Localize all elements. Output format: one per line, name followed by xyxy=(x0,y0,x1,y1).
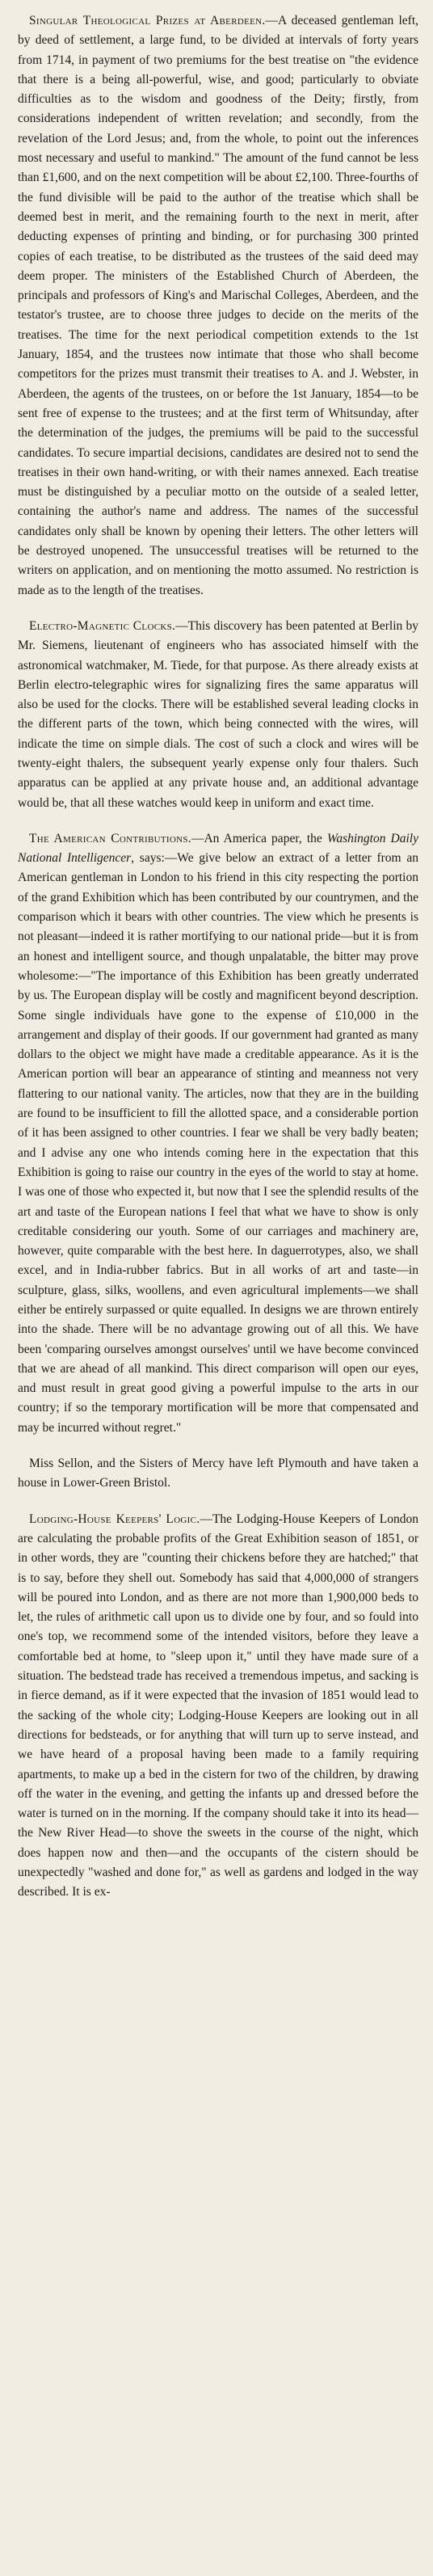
article-paragraph xyxy=(18,1510,418,1903)
article-lead: —An America paper, the xyxy=(191,831,327,845)
article-heading: Lodging-House Keepers' Logic. xyxy=(29,1511,200,1526)
article-theological-prizes xyxy=(18,11,418,601)
article-paragraph xyxy=(18,829,418,1438)
article-sisters-of-mercy xyxy=(18,1454,418,1494)
article-paragraph xyxy=(18,617,418,813)
article-body: —This discovery has been patented at Berlin by Mr. Siemens, lieutenant of engineers who has associated himself with the astronomical watchmaker, M. Tiede, for that purpose. As there already exists at Berlin electro-telegraphic wires for signalizing fires the same apparatus will also be used for the clocks. There will be established several leading clocks in the different parts of the town, which being connected with the wires, will indicate the time on simple dials. The cost of such a clock and wires will be twenty-eight thalers, the subsequent yearly expense only four thalers. Such apparatus can be applied at any private house and, an additional advantage would be, that all these watches would keep in uniform and exact time. xyxy=(18,618,418,810)
article-body: —The Lodging-House Keepers of London are calculating the probable profits of the Great Exhibition season of 1851, or in other words, they are "counting their chickens before they are hatched;" that is to say, before they shell out. Somebody has said that 4,000,000 of strangers will be poured into London, and as there are not more than 1,900,000 beds to let, the rules of arithmetic call upon us to divide one by four, and so fould into one's top, we recommend some of the intended visitors, before they leave a comfortable bed at home, to "sleep upon it," until they have made sure of a situation. The bedstead trade has received a tremendous impetus, and sacking is in fierce demand, as if it were expected that the invasion of 1851 would lead to the sacking of the whole city; Lodging-House Keepers are looking out in all directions for bedsteads, or for anything that will turn up to serve instead, and we have heard of a proposal having been made to a family requiring apartments, to make up a bed in the cistern for two of the children, by drawing off the water in the evening, and getting the infants up and dressed before the water is turned on in the morning. If the company should take it into its head—the New River Head—to shove the sweets in the course of the night, which does happen now and then—and the occupants of the cistern should be unexpectedly "washed and done for," as well as gardens and lodged in the way described. It is ex- xyxy=(18,1511,418,1899)
article-paragraph xyxy=(18,1454,418,1494)
article-lodging-house-keepers xyxy=(18,1510,418,1903)
article-paragraph xyxy=(18,11,418,601)
article-heading: Electro-Magnetic Clocks. xyxy=(29,618,176,633)
article-electro-magnetic-clocks xyxy=(18,617,418,813)
article-body: —A deceased gentleman left, by deed of settlement, a large fund, to be divided at intervals of forty years from 1714, in payment of two premiums for the best treatise on "the evidence that there is a being all-powerful, wise, and good; particularly to obviate difficulties as to the wisdom and goodness of the Deity; firstly, from considerations independent of written revelation; and secondly, from the revelation of the Lord Jesus; and, from the whole, to point out the inferences most necessary and useful to mankind." The amount of the fund cannot be less than £1,600, and on the next competition will be about £2,100. Three-fourths of the fund divisible will be paid to the author of the treatise which shall be deemed best in merit, and the remaining fourth to the next in merit, after deducting expenses of printing and binding, or for purchasing 300 printed copies of each treatise, to be distributed as the trustees of the said deed may deem proper. The ministers of the Established Church of Aberdeen, the principals and professors of King's and Marischal Colleges, Aberdeen, and the testator's trustee, are to choose three judges to decide on the merits of the treatises. The time for the next periodical competition extends to the 1st January, 1854, and the trustees now intimate that those who shall become competitors for the prizes must transmit their treatises to A. and J. Webster, in Aberdeen, the agents of the trustees, on or before the 1st January, 1854—to be sent free of expense to the trustees; and at the first term of Whitsunday, after the determination of the judges, the premiums will be paid to the successful candidates. To secure impartial decisions, candidates are desired not to send the treatises in their own hand-writing, or with their names annexed. Each treatise must be distinguished by a peculiar motto on the outside of a sealed letter, containing the author's name and address. The names of the successful candidates only shall be known by opening their letters. The other letters will be destroyed unopened. The unsuccessful treatises will be returned to the writers on application, and on mentioning the motto assumed. No restriction is made as to the length of the treatises. xyxy=(18,14,419,597)
article-body: Miss Sellon, and the Sisters of Mercy have left Plymouth and have taken a house in Lower-Green Bristol. xyxy=(18,1457,418,1490)
article-source: Washington Daily National Intelligencer xyxy=(18,831,418,866)
article-american-contributions xyxy=(18,829,418,1438)
article-heading: The American Contributions. xyxy=(29,831,191,845)
article-body: , says:—We give below an extract of a letter from an American gentleman in London to his friend in this city respecting the portion of the grand Exhibition which has been contributed by our countrymen, and the comparison which it bears with other countries. The view which he presents is not pleasant—indeed it is rather mortifying to our national pride—but it is from an honest and intelligent source, and though unpalatable, the bitter may prove wholesome:—"The importance of this Exhibition has been greatly underrated by us. The European display will be costly and magnificent beyond description. Some single individuals have gone to the expense of £10,000 in the arrangement and display of their goods. If our government had granted as many dollars to the object we might have made a creditable appearance. As it is the American portion will bear an appearance of stinting and meanness not very flattering to our national vanity. The articles, now that they are in the building are found to be insufficient to fill the allotted space, and a considerable portion of it has been assigned to other countries. I fear we shall be very badly beaten; and I advise any one who intends coming here in the expectation that this Exhibition is going to raise our country in the eyes of the world to stay at home. I was one of those who expected it, but now that I see the splendid results of the art and taste of the European nations I feel that what we have to show is only creditable considering our youth. Some of our carriages and machinery are, however, quite comparable with the best here. In daguerrotypes, also, we shall excel, and in India-rubber fabrics. But in all works of art and taste—in sculpture, glass, silks, woollens, and even agricultural implements—we shall either be entirely surpassed or quite equalled. In designs we are thrown entirely into the shade. There will be no advantage growing out of all this. We have been 'comparing ourselves amongst ourselves' until we have become convinced that we are ahead of all mankind. This direct comparison will open our eyes, and must result in great good giving a powerful impulse to the arts in our country; if so the temporary mortification will be more that compensated and may be incurred without regret." xyxy=(18,851,418,1435)
article-heading: Singular Theological Prizes at Aberdeen. xyxy=(29,14,266,27)
